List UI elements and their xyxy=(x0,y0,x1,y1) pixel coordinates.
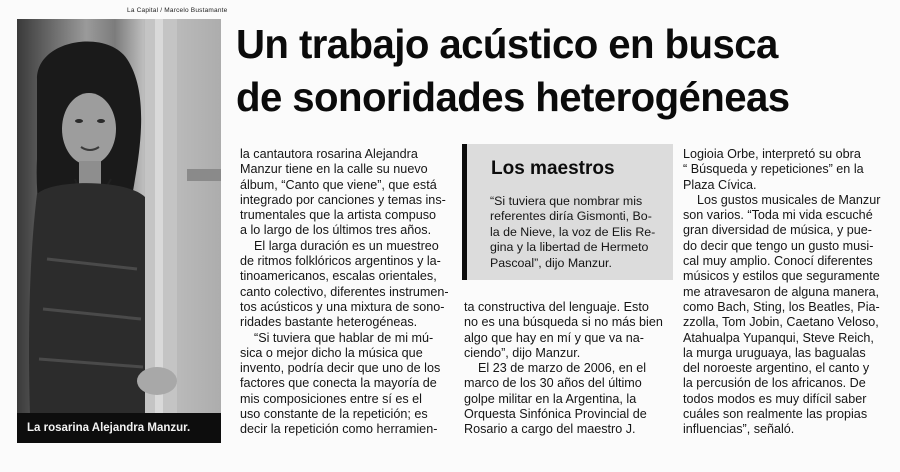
text-line: zzolla, Tom Jobin, Caetano Veloso, xyxy=(683,315,879,330)
text-line: mis composiciones entre sí es el xyxy=(240,391,422,406)
sidebar-body xyxy=(490,194,670,271)
text-line: marco de los 30 años del último xyxy=(464,376,642,391)
photo-caption: La rosarina Alejandra Manzur. xyxy=(17,413,221,443)
background-wall xyxy=(177,19,221,443)
sidebar-line: Pascoal”, dijo Manzur. xyxy=(490,255,612,270)
text-line: canto colectivo, diferentes instrumen- xyxy=(240,284,449,299)
text-line: cuáles son realmente las propias xyxy=(683,407,868,422)
text-line: la cantautora rosarina Alejandra xyxy=(240,147,418,161)
text-line: ridades bastante heterogéneas. xyxy=(240,315,418,330)
eye-left xyxy=(75,119,83,123)
text-line: son varios. “Toda mi vida escuché xyxy=(683,208,873,223)
text-line: no es una búsqueda si no más bien xyxy=(464,315,663,330)
artist-photo xyxy=(17,19,221,443)
text-line: Atahualpa Yupanqui, Steve Reich, xyxy=(683,330,874,345)
article-column-2 xyxy=(464,300,674,438)
text-line: álbum, “Canto que viene”, que está xyxy=(240,177,437,192)
text-line: a lo largo de los últimos tres años. xyxy=(240,223,432,238)
text-line: trumentales que la artista compuso xyxy=(240,208,437,223)
article-column-1 xyxy=(240,147,450,438)
text-line: factores que conecta la mayoría de xyxy=(240,376,437,391)
text-line: Plaza Cívica. xyxy=(683,177,757,192)
text-line: integrado por canciones y temas ins- xyxy=(240,192,446,207)
text-line: decir la repetición como herramien- xyxy=(240,422,438,437)
text-line: me atravesaron de alguna manera, xyxy=(683,284,880,299)
text-line: Manzur tiene en la calle su nuevo xyxy=(240,162,428,177)
text-line: Orquesta Sinfónica Provincial de xyxy=(464,407,647,422)
sidebar-line: la de Nieve, la voz de Elis Re- xyxy=(490,224,656,239)
photo-credit: La Capital / Marcelo Bustamante xyxy=(127,7,228,14)
sidebar-line: referentes diría Gismonti, Bo- xyxy=(490,209,652,224)
text-line: músicos y estilos que seguramente xyxy=(683,269,880,284)
text-line: do decir que tengo un gusto musi- xyxy=(683,238,874,253)
text-line: influencias”, señaló. xyxy=(683,422,795,437)
text-line: “ Búsqueda y repeticiones” en la xyxy=(683,162,864,177)
text-line: Rosario a cargo del maestro J. xyxy=(464,422,636,437)
text-line: del noroeste argentino, el canto y xyxy=(683,361,870,376)
sidebar-line: gina y la libertad de Hermeto xyxy=(490,240,649,255)
text-line: tinoamericanos, escalas orientales, xyxy=(240,269,437,284)
headline-line-2: de sonoridades heterogéneas xyxy=(236,74,790,120)
text-line: El 23 de marzo de 2006, en el xyxy=(478,361,647,376)
text-line: de ritmos folklóricos argentinos y la- xyxy=(240,254,441,269)
text-line: algo que hay en mí y que va na- xyxy=(464,330,644,345)
sidebar-title: Los maestros xyxy=(491,158,615,179)
text-line: Los gustos musicales de Manzur xyxy=(697,192,881,207)
text-line: invento, podría decir que uno de los xyxy=(240,361,441,376)
text-line: tos acústicos y una mixtura de sono- xyxy=(240,299,445,314)
text-line: Logioia Orbe, interpretó su obra xyxy=(683,147,861,161)
eye-right xyxy=(97,119,105,123)
text-line: “Si tuviera que hablar de mi mú- xyxy=(254,330,434,345)
artist-portrait-illustration xyxy=(17,19,221,443)
headline-line-1: Un trabajo acústico en busca xyxy=(236,21,778,67)
headline xyxy=(236,18,863,124)
hand xyxy=(137,367,177,395)
text-line: todos modos es muy difícil saber xyxy=(683,391,867,406)
text-line: cal muy amplio. Conocí diferentes xyxy=(683,254,873,269)
text-line: ciendo”, dijo Manzur. xyxy=(464,345,581,360)
text-line: gran diversidad de música, y pue- xyxy=(683,223,873,238)
wall-shadow xyxy=(187,169,221,181)
article-column-3 xyxy=(683,147,893,438)
text-line: como Bach, Sting, los Beatles, Pia- xyxy=(683,299,880,314)
text-line: la percusión de los africanos. De xyxy=(683,376,866,391)
text-line: golpe militar en la Argentina, la xyxy=(464,391,637,406)
sidebar-line: “Si tuviera que nombrar mis xyxy=(490,194,643,208)
face-shape xyxy=(62,93,116,165)
neck xyxy=(79,161,101,185)
text-line: la murga uruguaya, las bagualas xyxy=(683,345,866,360)
text-line: ta constructiva del lenguaje. Esto xyxy=(464,300,649,314)
text-line: El larga duración es un muestreo xyxy=(254,238,439,253)
sidebar-box xyxy=(462,144,673,280)
text-line: uso constante de la repetición; es xyxy=(240,407,428,422)
text-line: sica o mejor dicho la música que xyxy=(240,345,423,360)
